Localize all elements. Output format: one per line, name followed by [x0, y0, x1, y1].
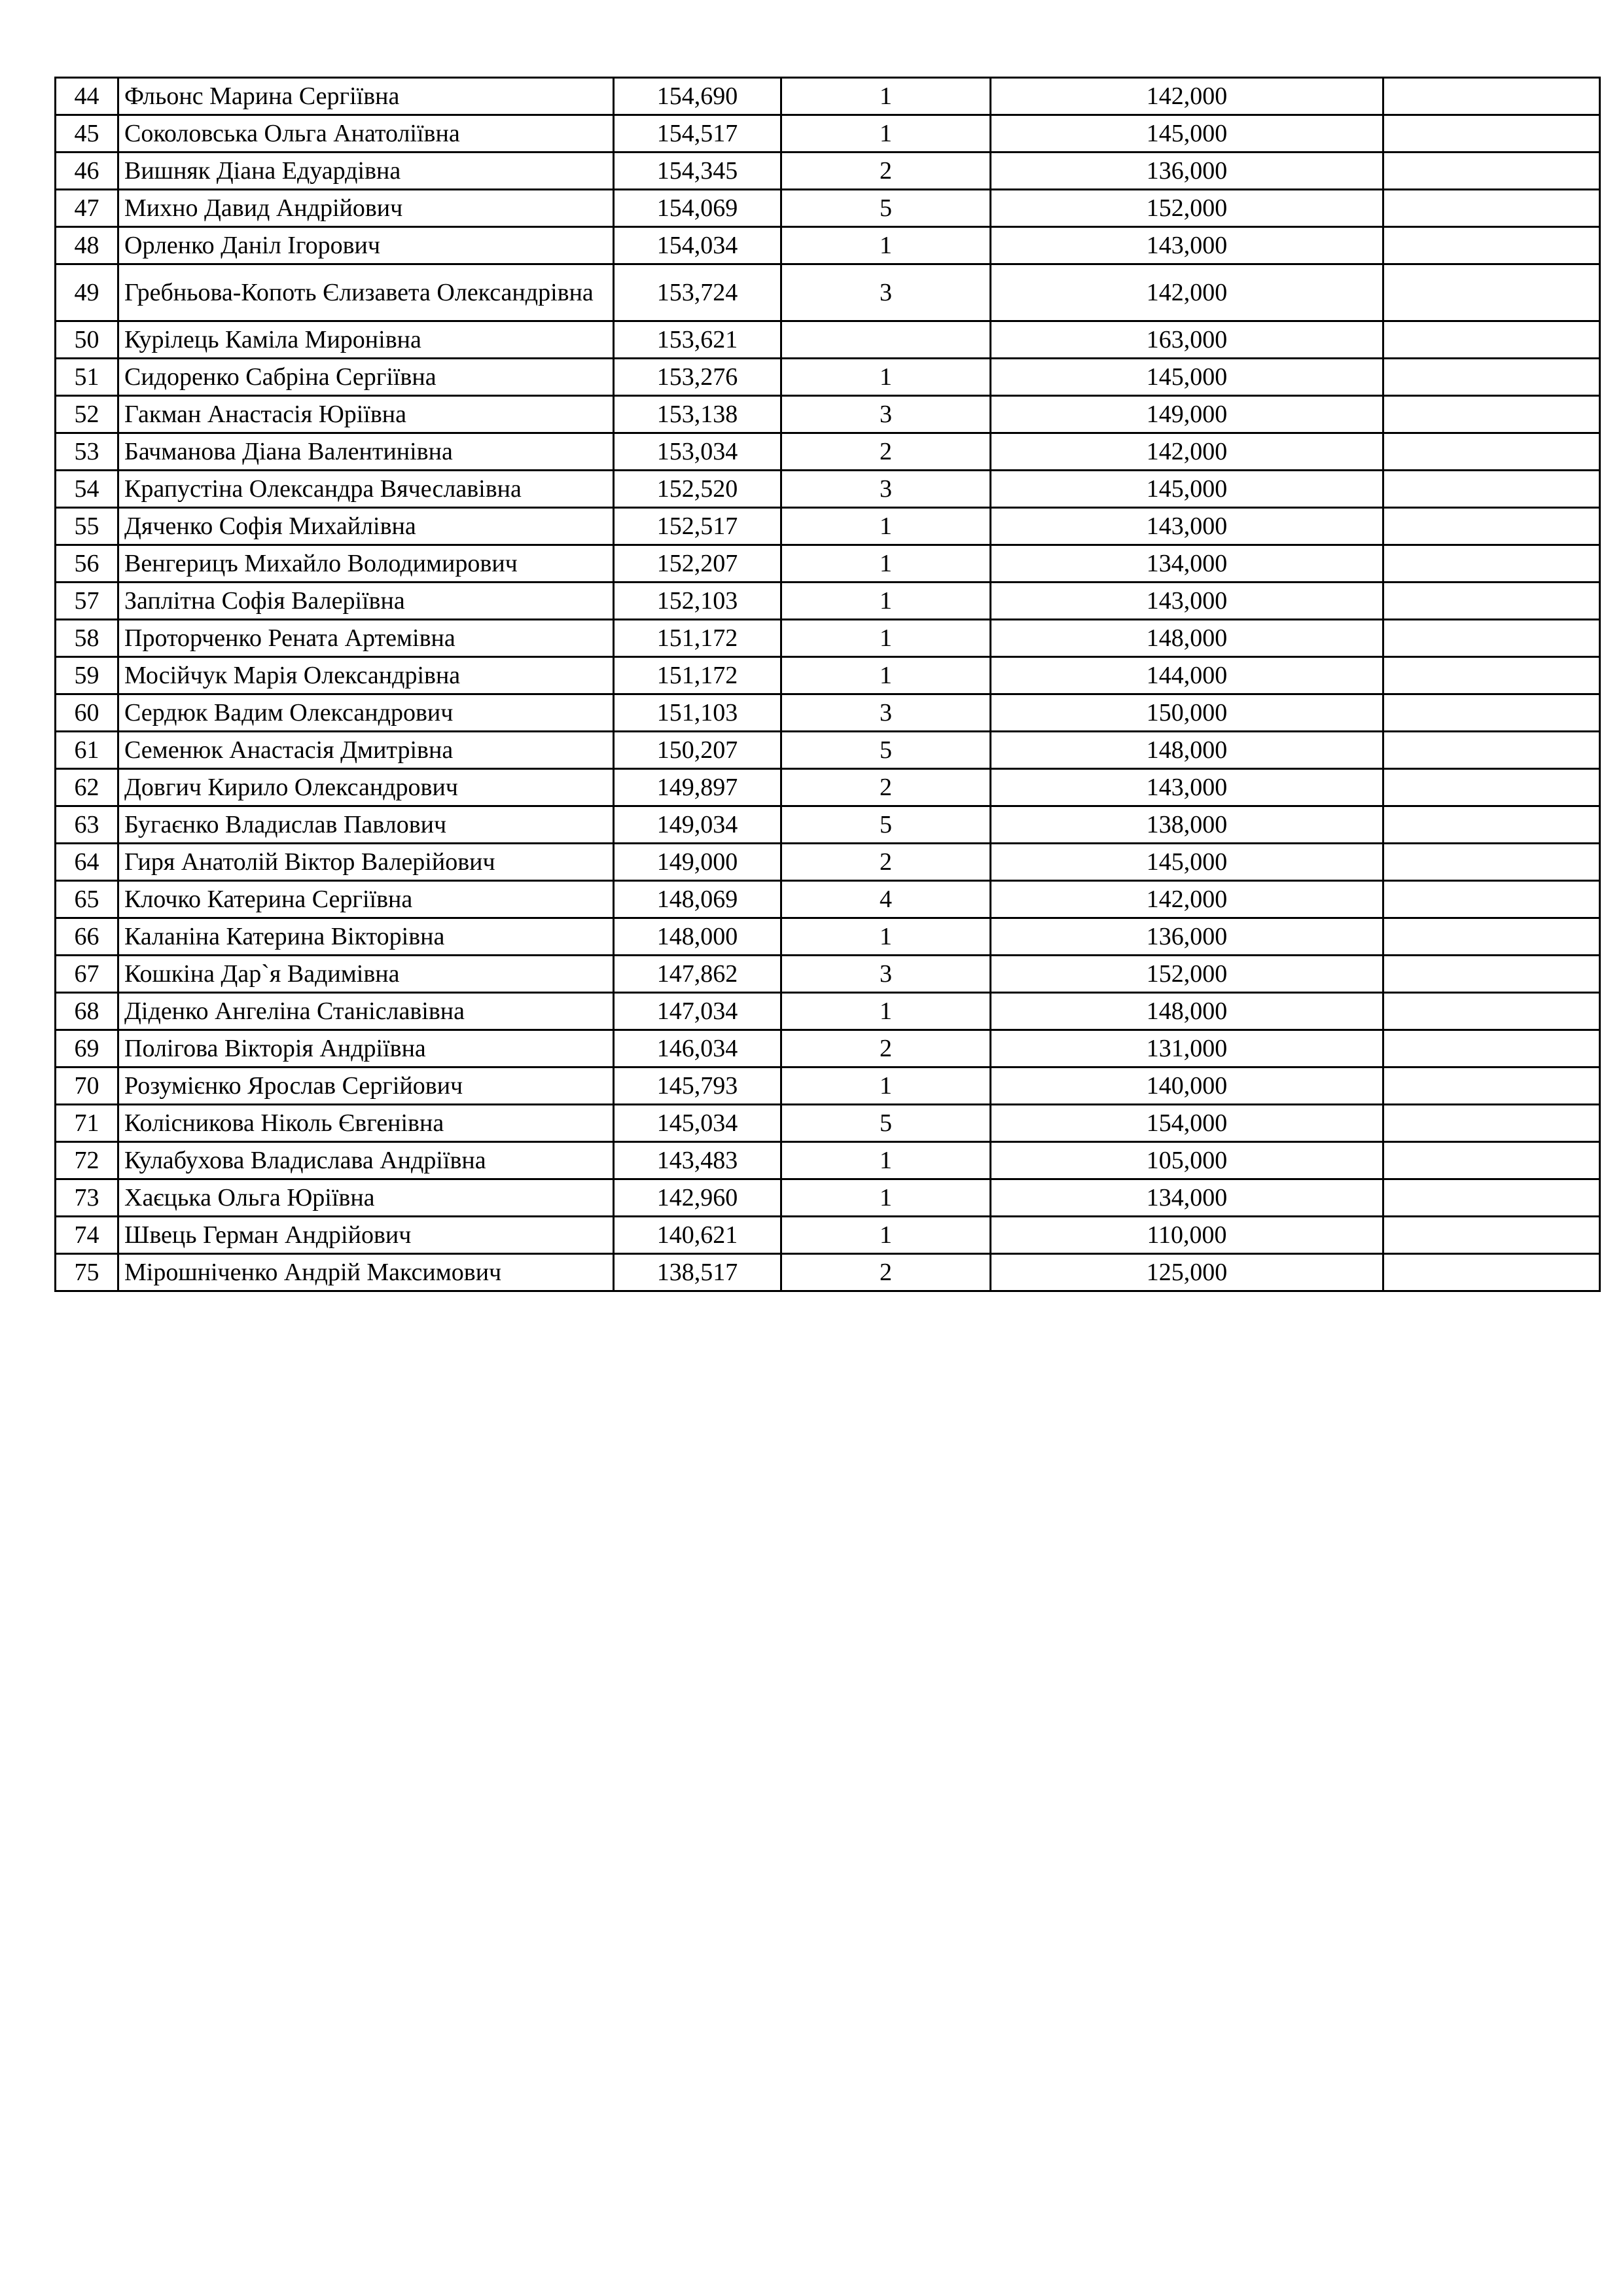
priority-cell: 5: [781, 1105, 991, 1142]
applicant-ranking-table: [54, 77, 1601, 1292]
points-cell: 134,000: [991, 545, 1383, 583]
note-cell: [1383, 918, 1600, 956]
row-number-cell: 44: [56, 78, 118, 115]
competitive-score-cell: 145,793: [614, 1067, 781, 1105]
note-cell: [1383, 993, 1600, 1030]
points-cell: 152,000: [991, 956, 1383, 993]
competitive-score-cell: 151,172: [614, 620, 781, 657]
points-cell: 148,000: [991, 620, 1383, 657]
points-cell: 154,000: [991, 1105, 1383, 1142]
priority-cell: 5: [781, 732, 991, 769]
priority-cell: 1: [781, 918, 991, 956]
table-row: [56, 433, 1600, 471]
note-cell: [1383, 264, 1600, 321]
priority-cell: 5: [781, 806, 991, 844]
row-number-cell: 64: [56, 844, 118, 881]
note-cell: [1383, 1142, 1600, 1179]
priority-cell: 1: [781, 227, 991, 264]
table-row: [56, 844, 1600, 881]
priority-cell: 2: [781, 1254, 991, 1291]
priority-cell: 2: [781, 769, 991, 806]
priority-cell: 1: [781, 545, 991, 583]
table-row: [56, 359, 1600, 396]
note-cell: [1383, 806, 1600, 844]
row-number-cell: 50: [56, 321, 118, 359]
table-row: [56, 1030, 1600, 1067]
points-cell: 136,000: [991, 152, 1383, 190]
table-row: [56, 1217, 1600, 1254]
points-cell: 131,000: [991, 1030, 1383, 1067]
row-number-cell: 70: [56, 1067, 118, 1105]
applicant-name-cell: Дяченко Софія Михайлівна: [118, 508, 614, 545]
table-row: [56, 227, 1600, 264]
note-cell: [1383, 769, 1600, 806]
table-row: [56, 732, 1600, 769]
priority-cell: 4: [781, 881, 991, 918]
points-cell: 143,000: [991, 769, 1383, 806]
row-number-cell: 58: [56, 620, 118, 657]
points-cell: 142,000: [991, 264, 1383, 321]
table-row: [56, 620, 1600, 657]
competitive-score-cell: 154,690: [614, 78, 781, 115]
priority-cell: 2: [781, 1030, 991, 1067]
points-cell: 142,000: [991, 881, 1383, 918]
table-row: [56, 1142, 1600, 1179]
row-number-cell: 72: [56, 1142, 118, 1179]
competitive-score-cell: 145,034: [614, 1105, 781, 1142]
points-cell: 148,000: [991, 993, 1383, 1030]
row-number-cell: 68: [56, 993, 118, 1030]
competitive-score-cell: 154,069: [614, 190, 781, 227]
note-cell: [1383, 433, 1600, 471]
row-number-cell: 74: [56, 1217, 118, 1254]
table-row: [56, 471, 1600, 508]
applicant-name-cell: Розумієнко Ярослав Сергійович: [118, 1067, 614, 1105]
competitive-score-cell: 140,621: [614, 1217, 781, 1254]
row-number-cell: 59: [56, 657, 118, 694]
note-cell: [1383, 620, 1600, 657]
applicant-name-cell: Хаєцька Ольга Юріївна: [118, 1179, 614, 1217]
applicant-name-cell: Бачманова Діана Валентинівна: [118, 433, 614, 471]
priority-cell: 2: [781, 844, 991, 881]
points-cell: 143,000: [991, 583, 1383, 620]
competitive-score-cell: 152,517: [614, 508, 781, 545]
competitive-score-cell: 153,724: [614, 264, 781, 321]
priority-cell: 1: [781, 657, 991, 694]
note-cell: [1383, 844, 1600, 881]
applicant-name-cell: Діденко Ангеліна Станіславівна: [118, 993, 614, 1030]
note-cell: [1383, 881, 1600, 918]
applicant-name-cell: Михно Давид Андрійович: [118, 190, 614, 227]
note-cell: [1383, 78, 1600, 115]
applicant-name-cell: Мірошніченко Андрій Максимович: [118, 1254, 614, 1291]
row-number-cell: 56: [56, 545, 118, 583]
competitive-score-cell: 152,520: [614, 471, 781, 508]
points-cell: 145,000: [991, 359, 1383, 396]
applicant-name-cell: Гребньова-Копоть Єлизавета Олександрівна: [118, 264, 614, 321]
competitive-score-cell: 148,000: [614, 918, 781, 956]
competitive-score-cell: 142,960: [614, 1179, 781, 1217]
note-cell: [1383, 115, 1600, 152]
note-cell: [1383, 956, 1600, 993]
table-row: [56, 1067, 1600, 1105]
note-cell: [1383, 152, 1600, 190]
points-cell: 145,000: [991, 115, 1383, 152]
points-cell: 145,000: [991, 471, 1383, 508]
row-number-cell: 69: [56, 1030, 118, 1067]
competitive-score-cell: 149,034: [614, 806, 781, 844]
applicant-name-cell: Соколовська Ольга Анатоліївна: [118, 115, 614, 152]
row-number-cell: 47: [56, 190, 118, 227]
applicant-name-cell: Сердюк Вадим Олександрович: [118, 694, 614, 732]
note-cell: [1383, 1254, 1600, 1291]
note-cell: [1383, 227, 1600, 264]
applicant-name-cell: Заплітна Софія Валеріївна: [118, 583, 614, 620]
applicant-name-cell: Клочко Катерина Сергіївна: [118, 881, 614, 918]
competitive-score-cell: 146,034: [614, 1030, 781, 1067]
row-number-cell: 66: [56, 918, 118, 956]
applicant-name-cell: Мосійчук Марія Олександрівна: [118, 657, 614, 694]
table-row: [56, 657, 1600, 694]
note-cell: [1383, 694, 1600, 732]
applicant-name-cell: Проторченко Рената Артемівна: [118, 620, 614, 657]
applicant-name-cell: Кошкіна Дар`я Вадимівна: [118, 956, 614, 993]
table-row: [56, 769, 1600, 806]
note-cell: [1383, 1105, 1600, 1142]
points-cell: 134,000: [991, 1179, 1383, 1217]
points-cell: 110,000: [991, 1217, 1383, 1254]
note-cell: [1383, 396, 1600, 433]
priority-cell: 1: [781, 1179, 991, 1217]
note-cell: [1383, 321, 1600, 359]
row-number-cell: 49: [56, 264, 118, 321]
points-cell: 148,000: [991, 732, 1383, 769]
priority-cell: 3: [781, 471, 991, 508]
row-number-cell: 75: [56, 1254, 118, 1291]
points-cell: 163,000: [991, 321, 1383, 359]
priority-cell: 1: [781, 583, 991, 620]
table-row: [56, 545, 1600, 583]
row-number-cell: 71: [56, 1105, 118, 1142]
competitive-score-cell: 153,034: [614, 433, 781, 471]
competitive-score-cell: 153,621: [614, 321, 781, 359]
row-number-cell: 63: [56, 806, 118, 844]
priority-cell: 1: [781, 115, 991, 152]
note-cell: [1383, 508, 1600, 545]
applicant-name-cell: Фльонс Марина Сергіївна: [118, 78, 614, 115]
priority-cell: 1: [781, 1217, 991, 1254]
points-cell: 149,000: [991, 396, 1383, 433]
note-cell: [1383, 732, 1600, 769]
competitive-score-cell: 154,345: [614, 152, 781, 190]
applicant-name-cell: Кулабухова Владислава Андріївна: [118, 1142, 614, 1179]
row-number-cell: 65: [56, 881, 118, 918]
applicant-name-cell: Гиря Анатолій Віктор Валерійович: [118, 844, 614, 881]
points-cell: 105,000: [991, 1142, 1383, 1179]
applicant-name-cell: Бугаєнко Владислав Павлович: [118, 806, 614, 844]
table-row: [56, 993, 1600, 1030]
table-row: [56, 881, 1600, 918]
row-number-cell: 45: [56, 115, 118, 152]
priority-cell: 3: [781, 264, 991, 321]
note-cell: [1383, 545, 1600, 583]
row-number-cell: 57: [56, 583, 118, 620]
points-cell: 142,000: [991, 433, 1383, 471]
points-cell: 142,000: [991, 78, 1383, 115]
note-cell: [1383, 657, 1600, 694]
applicant-name-cell: Довгич Кирило Олександрович: [118, 769, 614, 806]
points-cell: 144,000: [991, 657, 1383, 694]
competitive-score-cell: 151,103: [614, 694, 781, 732]
points-cell: 125,000: [991, 1254, 1383, 1291]
table-row: [56, 1179, 1600, 1217]
points-cell: 136,000: [991, 918, 1383, 956]
priority-cell: 3: [781, 956, 991, 993]
row-number-cell: 61: [56, 732, 118, 769]
competitive-score-cell: 147,034: [614, 993, 781, 1030]
applicant-name-cell: Каланіна Катерина Вікторівна: [118, 918, 614, 956]
priority-cell: 1: [781, 1067, 991, 1105]
table-row: [56, 956, 1600, 993]
priority-cell: 1: [781, 78, 991, 115]
table-row: [56, 264, 1600, 321]
applicant-name-cell: Швець Герман Андрійович: [118, 1217, 614, 1254]
note-cell: [1383, 583, 1600, 620]
applicant-name-cell: Вишняк Діана Едуардівна: [118, 152, 614, 190]
note-cell: [1383, 1179, 1600, 1217]
priority-cell: 1: [781, 620, 991, 657]
applicant-name-cell: Венгерицъ Михайло Володимирович: [118, 545, 614, 583]
table-row: [56, 78, 1600, 115]
row-number-cell: 55: [56, 508, 118, 545]
competitive-score-cell: 151,172: [614, 657, 781, 694]
points-cell: 143,000: [991, 227, 1383, 264]
table-row: [56, 806, 1600, 844]
competitive-score-cell: 149,897: [614, 769, 781, 806]
table-row: [56, 583, 1600, 620]
note-cell: [1383, 190, 1600, 227]
note-cell: [1383, 471, 1600, 508]
applicant-name-cell: Полігова Вікторія Андріївна: [118, 1030, 614, 1067]
competitive-score-cell: 154,517: [614, 115, 781, 152]
points-cell: 145,000: [991, 844, 1383, 881]
applicant-name-cell: Гакман Анастасія Юріївна: [118, 396, 614, 433]
row-number-cell: 48: [56, 227, 118, 264]
competitive-score-cell: 138,517: [614, 1254, 781, 1291]
priority-cell: 2: [781, 152, 991, 190]
points-cell: 138,000: [991, 806, 1383, 844]
priority-cell: 1: [781, 508, 991, 545]
priority-cell: 1: [781, 1142, 991, 1179]
competitive-score-cell: 153,138: [614, 396, 781, 433]
competitive-score-cell: 147,862: [614, 956, 781, 993]
table-row: [56, 115, 1600, 152]
table-row: [56, 396, 1600, 433]
row-number-cell: 67: [56, 956, 118, 993]
applicant-name-cell: Крапустіна Олександра Вячеславівна: [118, 471, 614, 508]
note-cell: [1383, 1030, 1600, 1067]
row-number-cell: 52: [56, 396, 118, 433]
priority-cell: 1: [781, 359, 991, 396]
competitive-score-cell: 149,000: [614, 844, 781, 881]
row-number-cell: 60: [56, 694, 118, 732]
points-cell: 143,000: [991, 508, 1383, 545]
applicant-name-cell: Семенюк Анастасія Дмитрівна: [118, 732, 614, 769]
points-cell: 140,000: [991, 1067, 1383, 1105]
competitive-score-cell: 152,103: [614, 583, 781, 620]
applicant-name-cell: Курілець Каміла Миронівна: [118, 321, 614, 359]
competitive-score-cell: 152,207: [614, 545, 781, 583]
competitive-score-cell: 150,207: [614, 732, 781, 769]
priority-cell: 2: [781, 433, 991, 471]
table-row: [56, 1254, 1600, 1291]
table-body: [56, 78, 1600, 1291]
priority-cell: 3: [781, 694, 991, 732]
note-cell: [1383, 359, 1600, 396]
row-number-cell: 62: [56, 769, 118, 806]
table-row: [56, 918, 1600, 956]
row-number-cell: 53: [56, 433, 118, 471]
table-row: [56, 508, 1600, 545]
row-number-cell: 51: [56, 359, 118, 396]
table-row: [56, 190, 1600, 227]
competitive-score-cell: 154,034: [614, 227, 781, 264]
applicant-name-cell: Сидоренко Сабріна Сергіївна: [118, 359, 614, 396]
applicant-name-cell: Орленко Даніл Ігорович: [118, 227, 614, 264]
row-number-cell: 73: [56, 1179, 118, 1217]
priority-cell: 1: [781, 993, 991, 1030]
competitive-score-cell: 143,483: [614, 1142, 781, 1179]
row-number-cell: 46: [56, 152, 118, 190]
priority-cell: [781, 321, 991, 359]
row-number-cell: 54: [56, 471, 118, 508]
points-cell: 152,000: [991, 190, 1383, 227]
competitive-score-cell: 148,069: [614, 881, 781, 918]
table-row: [56, 1105, 1600, 1142]
note-cell: [1383, 1067, 1600, 1105]
note-cell: [1383, 1217, 1600, 1254]
table-row: [56, 694, 1600, 732]
table-row: [56, 321, 1600, 359]
priority-cell: 5: [781, 190, 991, 227]
priority-cell: 3: [781, 396, 991, 433]
points-cell: 150,000: [991, 694, 1383, 732]
competitive-score-cell: 153,276: [614, 359, 781, 396]
applicant-name-cell: Колісникова Ніколь Євгенівна: [118, 1105, 614, 1142]
table-row: [56, 152, 1600, 190]
